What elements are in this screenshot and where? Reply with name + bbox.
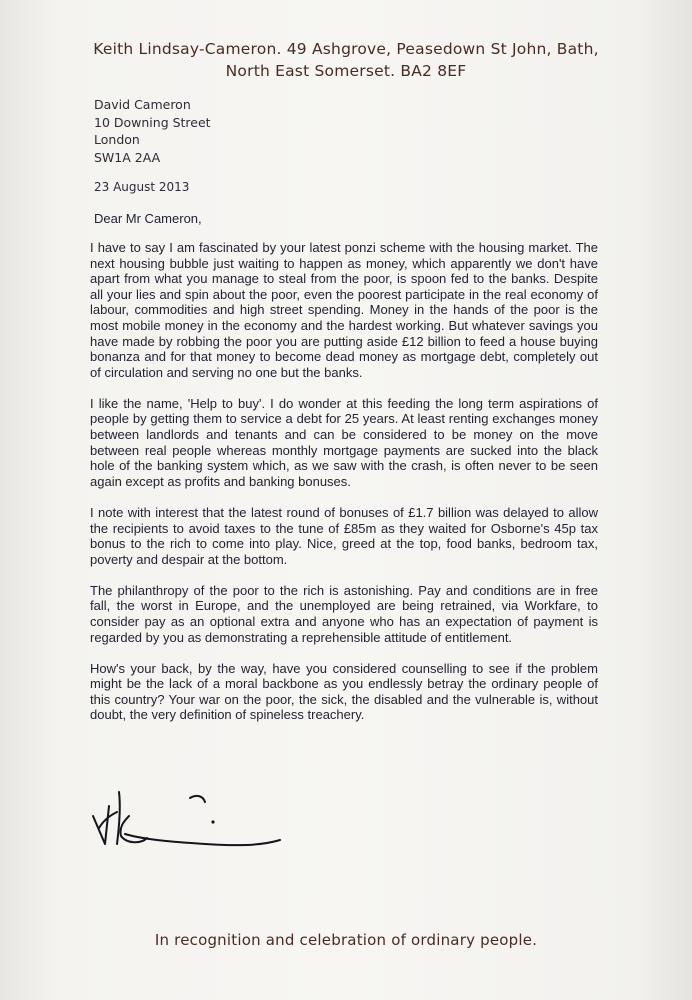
recipient-address-block [94,96,211,166]
sender-address-line-2: North East Somerset. BA2 8EF [225,62,467,80]
recipient-postcode: SW1A 2AA [94,149,161,165]
recipient-name: David Cameron [94,97,191,112]
letter-date: 23 August 2013 [94,180,190,194]
sender-address-line-1: Keith Lindsay-Cameron. 49 Ashgrove, Peasedown St John, Bath, [93,40,599,58]
letter-body [90,240,598,739]
handwritten-signature [85,788,305,868]
body-paragraph-4: The philanthropy of the poor to the rich is astonishing. Pay and conditions are in free fall, the worst in Europe, and the unemployed are being retrained, via Workfare, to consider pay as an optional extra and anyone who has an expectation of payment is regarded by you as demonstrating a reprehensible attitude of entitlement. [90,582,598,645]
salutation: Dear Mr Cameron, [94,211,202,226]
recipient-city: London [94,132,140,147]
body-paragraph-5: How's your back, by the way, have you considered counselling to see if the problem might be the lack of a moral backbone as you endlessly betray the ordinary people of this country? Your war on the poor, the sick, the disabled and the vulnerable is, without doubt, the very definition of spineless treachery. [90,660,598,723]
letterhead-sender-address [0,38,692,82]
body-paragraph-1: I have to say I am fascinated by your latest ponzi scheme with the housing market. The next housing bubble just waiting to happen as money, which apparently we don't have apart from what you manage to steal from the poor, is spoon fed to the banks. Despite all your lies and spin about the poor, even the poorest participate in the real economy of labour, commodities and high street spending. Money in the hands of the poor is the most mobile money in the economy and the hardest working. But whatever savings you have made by robbing the poor you are putting aside £12 billion to feed a house buying bonanza and for that money to become dead money as mortgage debt, completely out of circulation and serving no one but the banks. [90,240,598,380]
body-paragraph-2: I like the name, 'Help to buy'. I do wonder at this feeding the long term aspirations of people by getting them to service a debt for 25 years. At least renting exchanges money between landlords and tenants and can be considered to be money on the move between real people whereas monthly mortgage payments are sucked into the black hole of the banking system which, as we saw with the crash, is often never to be seen again except as profits and banking bonuses. [90,395,598,489]
footer-tagline: In recognition and celebration of ordinary people. [154,931,538,949]
body-paragraph-3: I note with interest that the latest round of bonuses of £1.7 billion was delayed to allow the recipients to avoid taxes to the tune of £85m as they waited for Osborne's 45p tax bonus to the rich to come into play. Nice, greed at the top, food banks, bedroom tax, poverty and despair at the bottom. [90,504,598,567]
recipient-street: 10 Downing Street [94,114,211,130]
